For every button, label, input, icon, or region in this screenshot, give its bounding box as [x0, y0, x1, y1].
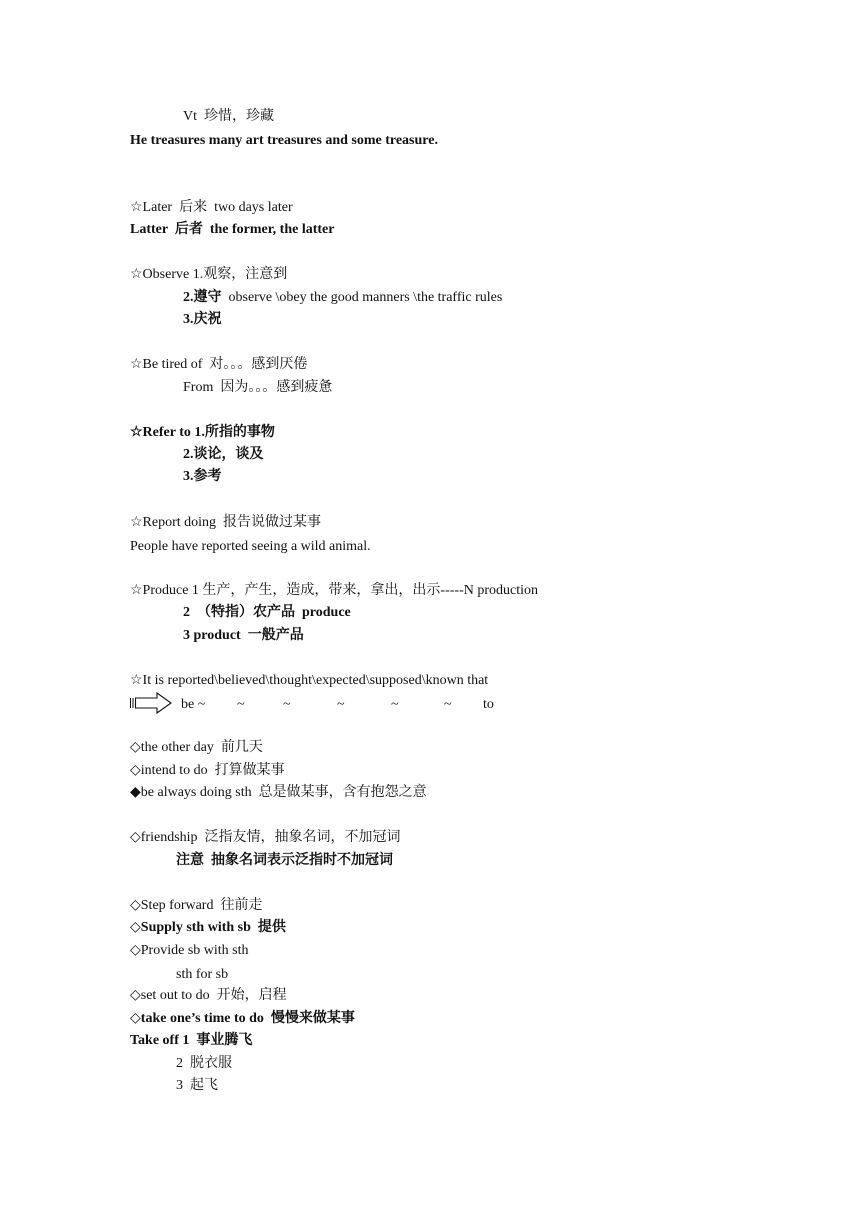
intend-to-line: ◇intend to do 打算做某事	[130, 763, 285, 778]
tired-of-line: ☆Be tired of 对。。。感到厌倦	[130, 357, 308, 372]
take-time-text: take one’s time to do 慢慢来做某事	[140, 1011, 355, 1026]
supply-line	[130, 919, 286, 937]
tilde-5: ~	[444, 697, 452, 712]
be-always-line: ◆be always doing sth 总是做某事，含有抱怨之意	[130, 785, 427, 800]
refer-line-3: 3.参考	[183, 469, 222, 484]
tilde-3: ~	[337, 697, 345, 712]
refer-line-2: 2.谈论，谈及	[183, 447, 264, 462]
other-day-line: ◇the other day 前几天	[130, 740, 263, 755]
supply-text: Supply sth with sb 提供	[140, 920, 286, 935]
it-is-reported-line: ☆It is reported\believed\thought\expected\supposed\known that	[130, 673, 489, 688]
latter-line: Latter 后者 the former, the latter	[130, 222, 335, 237]
provide-line: ◇Provide sb with sth	[130, 943, 249, 958]
take-time-line	[130, 1010, 355, 1028]
diamond-bullet: ◇	[130, 920, 141, 935]
produce-line-1: ☆Produce 1 生产，产生，造成，带来，拿出，出示-----N production	[130, 583, 539, 598]
observe-2-number: 2.遵守	[183, 290, 222, 305]
produce-line-3: 3 product 一般产品	[183, 628, 304, 643]
take-off-line-2: 2 脱衣服	[176, 1056, 232, 1071]
friendship-line: ◇friendship 泛指友情，抽象名词，不加冠词	[130, 830, 401, 845]
report-doing-line: ☆Report doing 报告说做过某事	[130, 515, 322, 530]
right-arrow-icon	[129, 692, 173, 714]
treasure-vt-line: Vt 珍惜，珍藏	[183, 109, 274, 124]
refer-line-1: ☆Refer to 1.所指的事物	[130, 425, 275, 440]
diamond-bullet: ◇	[130, 1011, 141, 1026]
observe-line-2	[183, 289, 502, 307]
note-line: 注意 抽象名词表示泛指时不加冠词	[176, 853, 393, 868]
report-example-sentence: People have reported seeing a wild animal.	[130, 539, 371, 554]
be-tilde: be ~	[181, 697, 206, 712]
tilde-4: ~	[391, 697, 399, 712]
observe-2-text: observe \obey the good manners \the traffic rules	[221, 290, 503, 305]
observe-line-1: ☆Observe 1.观察，注意到	[130, 267, 288, 282]
sth-for-sb-line: sth for sb	[176, 967, 229, 982]
step-forward-line: ◇Step forward 往前走	[130, 898, 263, 913]
treasure-example-sentence: He treasures many art treasures and some treasure.	[130, 133, 438, 148]
take-off-line-3: 3 起飞	[176, 1078, 218, 1093]
take-off-line-1: Take off 1 事业腾飞	[130, 1033, 253, 1048]
observe-line-3: 3.庆祝	[183, 312, 222, 327]
tilde-1: ~	[237, 697, 245, 712]
produce-line-2: 2 （特指）农产品 produce	[183, 605, 351, 620]
set-out-line: ◇set out to do 开始，启程	[130, 988, 287, 1003]
tired-from-line: From 因为。。。感到疲惫	[183, 380, 333, 395]
later-line: ☆Later 后来 two days later	[130, 200, 293, 215]
tilde-2: ~	[283, 697, 291, 712]
to-word: to	[483, 697, 494, 712]
